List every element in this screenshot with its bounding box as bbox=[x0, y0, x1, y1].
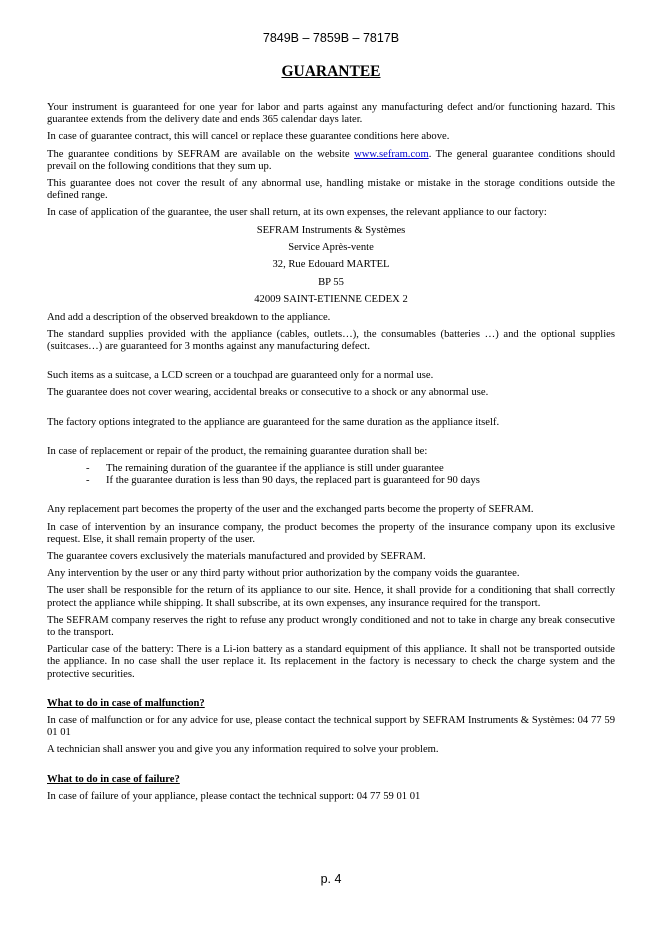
paragraph-refusal-right: The SEFRAM company reserves the right to refuse any product wrongly conditioned and not to take in charge any break consecutive to the transport. bbox=[47, 614, 615, 639]
address-line-po-box: BP 55 bbox=[318, 276, 344, 288]
malfunction-technician-text: A technician shall answer you and give you any information required to solve your problem. bbox=[47, 744, 439, 756]
website-link[interactable]: www.sefram.com bbox=[354, 148, 429, 160]
paragraph-battery-case: Particular case of the battery: There is a Li-ion battery as a standard equipment of this appliance. It shall not be transported outside the appliance. In no case shall the user replace it. Its replacement in the factory is necessary to check the charge system and the protective securities. bbox=[47, 644, 615, 680]
paragraph-normal-use-items: Such items as a suitcase, a LCD screen or a touchpad are guaranteed only for a normal use. bbox=[47, 370, 434, 382]
paragraph-replacement-parts: Any replacement part becomes the property of the user and the exchanged parts become the property of SEFRAM. bbox=[47, 504, 534, 516]
spacer bbox=[47, 492, 615, 504]
failure-contact-text: In case of failure of your appliance, please contact the technical support: 04 77 59 01 01 bbox=[47, 790, 421, 802]
spacer bbox=[47, 762, 615, 774]
failure-heading: What to do in case of failure? bbox=[47, 773, 180, 785]
paragraph-return-instructions: In case of application of the guarantee, the user shall return, at its own expenses, the relevant appliance to our factory: bbox=[47, 207, 547, 219]
paragraph-standard-supplies: The standard supplies provided with the appliance (cables, outlets…), the consumables (batteries …) and the optional supplies (suitcases…) are guaranteed for 3 months against any manufacturing defect. bbox=[47, 328, 615, 352]
paragraph-remaining-duration: In case of replacement or repair of the product, the remaining guarantee duration shall be: bbox=[47, 445, 428, 457]
spacer bbox=[47, 358, 615, 370]
list-item-text: If the guarantee duration is less than 90 days, the replaced part is guaranteed for 90 days bbox=[106, 475, 480, 487]
paragraph-breakdown-description: And add a description of the observed breakdown to the appliance. bbox=[47, 311, 331, 323]
paragraph-wearing-exclusion: The guarantee does not cover wearing, accidental breaks or consecutive to a shock or any abnormal use. bbox=[47, 387, 489, 399]
paragraph-conditions-website bbox=[47, 149, 615, 173]
website-text-after: . The general guarantee conditions should prevail on the following conditions that they sum up. bbox=[47, 148, 615, 172]
address-line-service: Service Après-vente bbox=[288, 242, 374, 254]
list-item-text: The remaining duration of the guarantee if the appliance is still under guarantee bbox=[106, 463, 444, 474]
paragraph-factory-options: The factory options integrated to the appliance are guaranteed for the same duration as the appliance itself. bbox=[47, 416, 500, 428]
spacer bbox=[47, 686, 615, 698]
address-line-city: 42009 SAINT-ETIENNE CEDEX 2 bbox=[254, 294, 408, 306]
malfunction-heading: What to do in case of malfunction? bbox=[47, 697, 205, 709]
paragraph-guarantee-period: Your instrument is guaranteed for one year for labor and parts against any manufacturing defect and/or functioning hazard. This guarantee extends from the delivery date and ends 365 calendar days later. bbox=[47, 102, 615, 126]
paragraph-exclusions: This guarantee does not cover the result of any abnormal use, handling mistake or mistake in the storage conditions outside the defined range. bbox=[47, 178, 615, 202]
list-dash: - bbox=[86, 463, 90, 474]
page-title: GUARANTEE bbox=[281, 63, 381, 80]
paragraph-unauthorized-intervention: Any intervention by the user or any third party without prior authorization by the company voids the guarantee. bbox=[47, 568, 520, 580]
paragraph-return-responsibility: The user shall be responsible for the return of its appliance to our site. Hence, it shall provide for a conditioning that shall correctly protect the appliance while shipping. It shall subscribe, at its own expenses, any insurance required for the transport. bbox=[47, 585, 615, 609]
address-line-street: 32, Rue Edouard MARTEL bbox=[272, 259, 390, 271]
list-item bbox=[86, 475, 615, 487]
spacer bbox=[47, 405, 615, 417]
website-text-before: The guarantee conditions by SEFRAM are available on the website bbox=[47, 148, 355, 160]
paragraph-coverage-scope: The guarantee covers exclusively the materials manufactured and provided by SEFRAM. bbox=[47, 551, 426, 563]
model-header: 7849B – 7859B – 7817B bbox=[262, 31, 400, 45]
list-dash: - bbox=[86, 475, 90, 487]
paragraph-insurance: In case of intervention by an insurance company, the product becomes the property of the insurance company upon its exclusive request. Else, it shall remain property of the user. bbox=[47, 521, 615, 545]
paragraph-guarantee-contract: In case of guarantee contract, this will cancel or replace these guarantee conditions here above. bbox=[47, 131, 450, 143]
remaining-duration-list bbox=[47, 463, 615, 487]
address-line-company: SEFRAM Instruments & Systèmes bbox=[256, 224, 406, 236]
page-number: p. 4 bbox=[320, 872, 342, 886]
malfunction-contact-text: In case of malfunction or for any advice for use, please contact the technical support by SEFRAM Instruments & Systèmes: 04 77 59 01 01 bbox=[47, 715, 615, 739]
list-item bbox=[86, 463, 615, 475]
spacer bbox=[47, 434, 615, 446]
guarantee-body bbox=[47, 102, 615, 808]
